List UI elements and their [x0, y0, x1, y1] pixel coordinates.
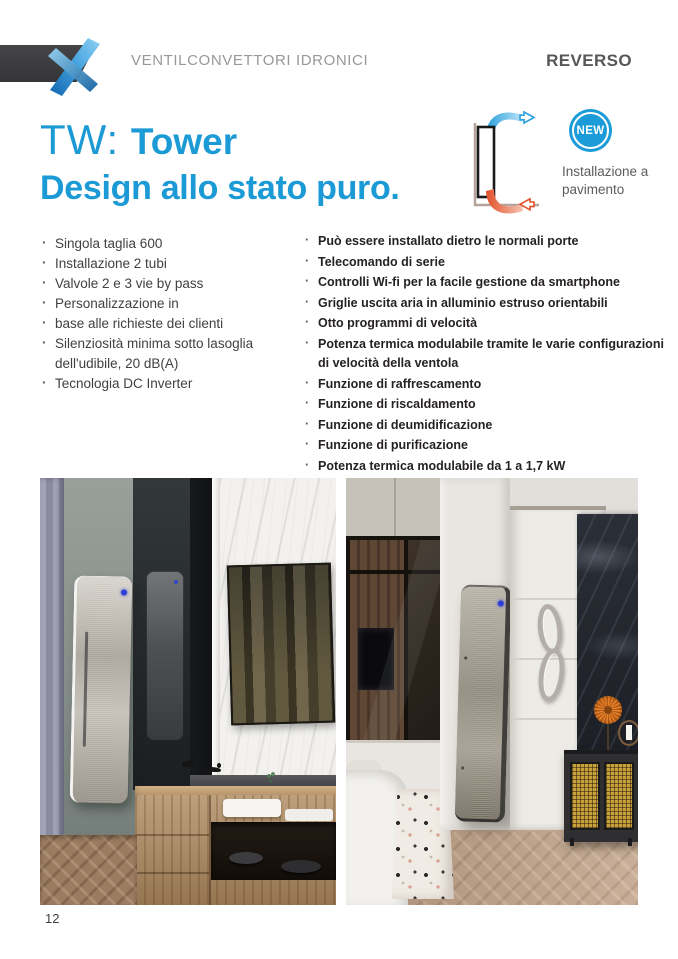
- bowl: [229, 852, 263, 864]
- bowl: [281, 860, 321, 873]
- door-rail: [510, 506, 606, 510]
- photo-divider: [336, 478, 346, 905]
- light-pillar-edge: [212, 478, 220, 790]
- feature-item: · Silenziosità minima sotto lasoglia dell'udibile, 20 dB(A): [40, 334, 292, 374]
- feature-item: · Personalizzazione in: [40, 294, 292, 314]
- tv-cabinet: [135, 786, 336, 905]
- feature-item: · Può essere installato dietro le normali porte: [303, 232, 665, 252]
- led-dot: [174, 580, 178, 584]
- page-title: [40, 116, 400, 210]
- bird-figurine: [205, 767, 221, 772]
- features-list-right: [303, 232, 665, 477]
- rattan-door: [570, 762, 600, 830]
- flower-stem: [607, 724, 609, 750]
- feature-item: · Valvole 2 e 3 vie by pass: [40, 274, 292, 294]
- x-logo-icon: [46, 34, 106, 96]
- plant-sprig: [265, 772, 277, 788]
- new-badge: [569, 109, 612, 152]
- screw-dot: [464, 656, 467, 659]
- sideboard-leg: [570, 838, 574, 846]
- feature-item: · Telecomando di serie: [303, 253, 665, 273]
- herringbone-floor: [40, 835, 137, 905]
- feature-item: · Griglie uscita aria in alluminio estruso orientabili: [303, 294, 665, 314]
- tower-unit-reflection: [146, 571, 184, 741]
- title-model: TW:: [40, 116, 120, 163]
- infinity-sculpture: [536, 604, 566, 704]
- rattan-sideboard: [564, 750, 638, 842]
- candle: [626, 725, 632, 740]
- feature-item: · Otto programmi di velocità: [303, 314, 665, 334]
- feature-item: · Installazione 2 tubi: [40, 254, 292, 274]
- installation-label: Installazione a pavimento: [562, 164, 649, 197]
- features-list-left: [40, 234, 292, 394]
- feature-item: · Funzione di deumidificazione: [303, 416, 665, 436]
- product-photo: [40, 478, 638, 905]
- candle-ring-decor: [618, 720, 638, 750]
- header-brand: REVERSO: [546, 51, 632, 70]
- dark-frame-pillar: [190, 478, 212, 790]
- title-tagline: Design allo stato puro.: [40, 169, 400, 207]
- feature-item: · Funzione di purificazione: [303, 436, 665, 456]
- feature-item: · Funzione di riscaldamento: [303, 395, 665, 415]
- curtain: [40, 478, 64, 842]
- feature-item: · Funzione di raffrescamento: [303, 375, 665, 395]
- cabinet-seam: [135, 834, 209, 836]
- sculpture-loop: [535, 647, 567, 704]
- header-category: VENTILCONVETTORI IDRONICI: [131, 52, 369, 69]
- open-shelf: [211, 822, 336, 880]
- title-model-name: Tower: [130, 121, 238, 162]
- unit-groove: [83, 632, 88, 747]
- cabinet-counter: [135, 786, 336, 795]
- photo-right-room: [346, 478, 638, 905]
- sculpture-loop: [535, 603, 565, 656]
- led-dot: [121, 589, 127, 595]
- feature-item: · Controlli Wi-fi per la facile gestione da smartphone: [303, 273, 665, 293]
- cabinet-seam: [135, 872, 209, 874]
- page-number: 12: [45, 911, 60, 926]
- feature-item: · Potenza termica modulabile tramite le varie configurazioni di velocità della ventola: [303, 335, 665, 374]
- led-dot: [498, 600, 504, 606]
- tower-fan-coil-unit: [455, 584, 512, 822]
- floor-installation-airflow-diagram: [461, 101, 547, 223]
- screw-dot: [461, 766, 464, 769]
- new-badge-label: NEW: [576, 124, 605, 137]
- feature-item: · Potenza termica modulabile da 1 a 1,7 kW: [303, 457, 665, 477]
- rattan-door: [604, 762, 634, 830]
- title-line-1: [40, 116, 400, 166]
- folded-towels: [285, 809, 333, 821]
- folded-towels: [223, 799, 281, 817]
- photo-left-room: [40, 478, 336, 905]
- tv-screen: [227, 563, 335, 726]
- feature-item: · base alle richieste dei clienti: [40, 314, 292, 334]
- sideboard-leg: [628, 838, 632, 846]
- feature-item: · Tecnologia DC Inverter: [40, 374, 292, 394]
- tower-fan-coil-unit: [70, 575, 133, 803]
- feature-item: · Singola taglia 600: [40, 234, 292, 254]
